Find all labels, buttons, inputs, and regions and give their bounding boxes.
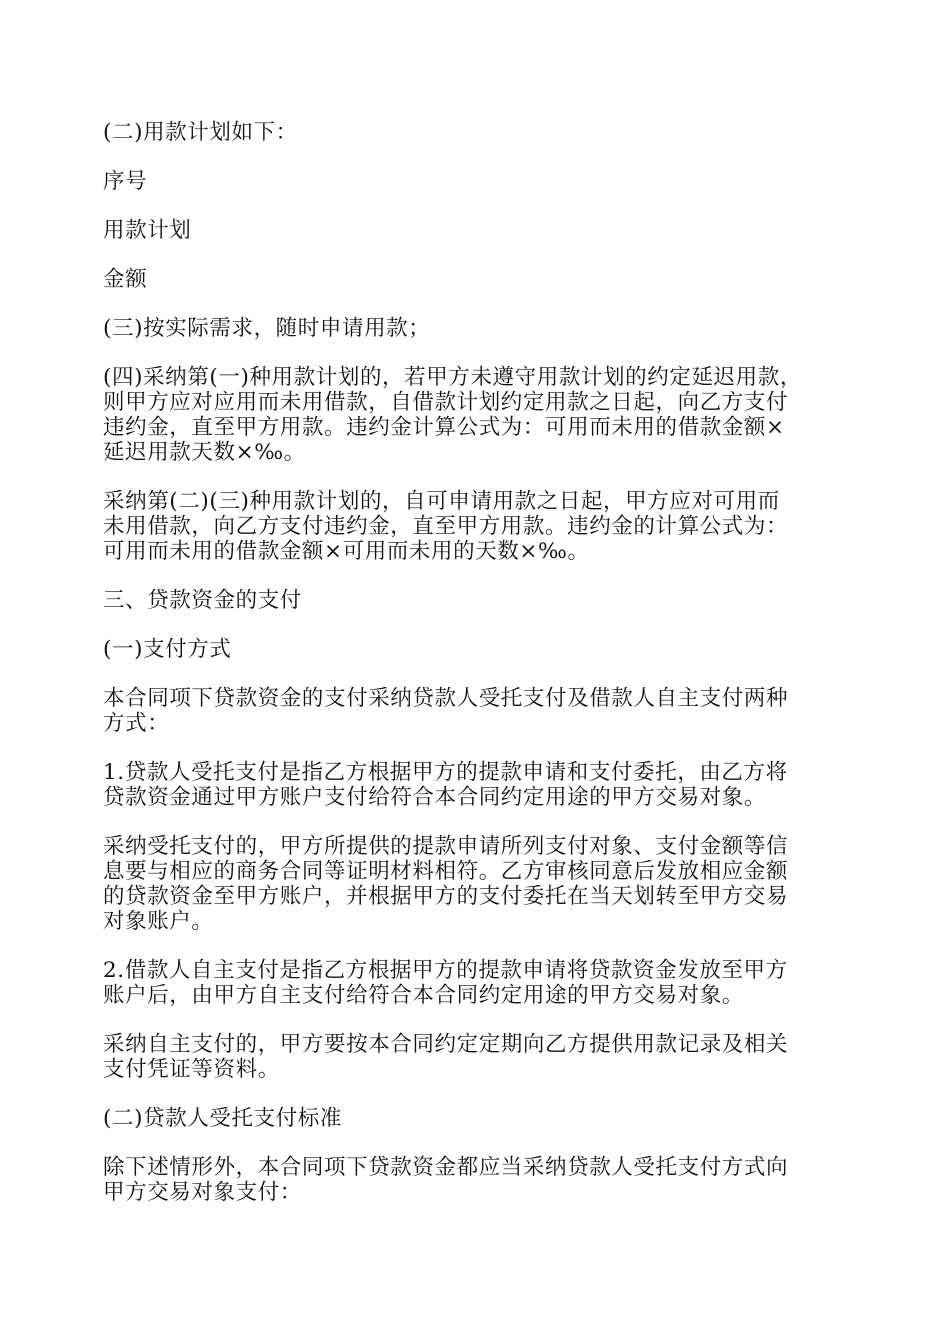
paragraph: [103, 120, 850, 145]
paragraph: [103, 834, 850, 934]
paragraph: [103, 760, 850, 810]
text-line: 延迟用款天数×‰。: [103, 440, 306, 465]
text-line: 贷款资金通过甲方账户支付给符合本合同约定用途的甲方交易对象。: [103, 785, 767, 810]
text-line: 采纳自主支付的，甲方要按本合同约定定期向乙方提供用款记录及相关: [103, 1032, 789, 1057]
text-line: 金额: [103, 267, 148, 292]
text-line: 支付凭证等资料。: [103, 1057, 280, 1082]
text-line: 本合同项下贷款资金的支付采纳贷款人受托支付及借款人自主支付两种: [103, 686, 789, 711]
text-line: (一)支付方式: [103, 637, 232, 662]
document-body: [103, 120, 850, 1205]
paragraph: [103, 588, 850, 613]
text-line: 用款计划: [103, 218, 192, 243]
paragraph: [103, 267, 850, 292]
paragraph: [103, 637, 850, 662]
paragraph: [103, 169, 850, 194]
text-line: 方式：: [103, 711, 170, 736]
paragraph: [103, 1032, 850, 1082]
text-line: (四)采纳第(一)种用款计划的，若甲方未遵守用款计划的约定延迟用款，: [103, 365, 802, 390]
text-line: 甲方交易对象支付：: [103, 1180, 302, 1205]
text-line: (二)贷款人受托支付标准: [103, 1106, 342, 1131]
text-line: 采纳第(二)(三)种用款计划的，自可申请用款之日起，甲方应对可用而: [103, 489, 780, 514]
paragraph: [103, 1106, 850, 1131]
text-line: 三、贷款资金的支付: [103, 588, 302, 613]
paragraph: [103, 489, 850, 564]
text-line: 的贷款资金至甲方账户，并根据甲方的支付委托在当天划转至甲方交易: [103, 884, 789, 909]
text-line: 未用借款，向乙方支付违约金，直至甲方用款。违约金的计算公式为：: [103, 514, 789, 539]
text-line: (二)用款计划如下：: [103, 120, 298, 145]
paragraph: [103, 958, 850, 1008]
text-line: 违约金，直至甲方用款。违约金计算公式为：可用而未用的借款金额×: [103, 415, 785, 440]
text-line: 除下述情形外，本合同项下贷款资金都应当采纳贷款人受托支付方式向: [103, 1155, 789, 1180]
text-line: 则甲方应对应用而未用借款，自借款计划约定用款之日起，向乙方支付: [103, 390, 789, 415]
text-line: 采纳受托支付的，甲方所提供的提款申请所列支付对象、支付金额等信: [103, 834, 789, 859]
text-line: 可用而未用的借款金额×可用而未用的天数×‰。: [103, 539, 590, 564]
paragraph: [103, 365, 850, 465]
text-line: (三)按实际需求，随时申请用款；: [103, 316, 431, 341]
paragraph: [103, 1155, 850, 1205]
text-line: 1.贷款人受托支付是指乙方根据甲方的提款申请和支付委托，由乙方将: [103, 760, 788, 785]
text-line: 对象账户。: [103, 909, 214, 934]
text-line: 息要与相应的商务合同等证明材料相符。乙方审核同意后发放相应金额: [103, 859, 789, 884]
text-line: 序号: [103, 169, 148, 194]
text-line: 2.借款人自主支付是指乙方根据甲方的提款申请将贷款资金发放至甲方: [103, 958, 788, 983]
paragraph: [103, 218, 850, 243]
paragraph: [103, 686, 850, 736]
paragraph: [103, 316, 850, 341]
text-line: 账户后，由甲方自主支付给符合本合同约定用途的甲方交易对象。: [103, 983, 744, 1008]
